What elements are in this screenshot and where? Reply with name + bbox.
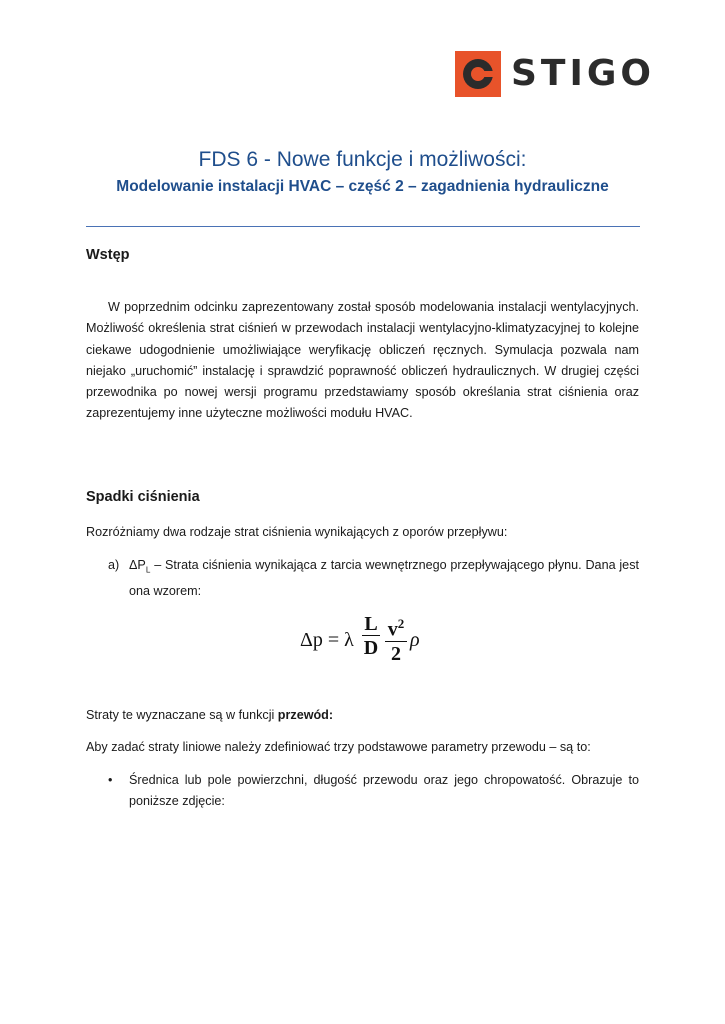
stigo-logo-mark-icon	[455, 51, 501, 97]
losses-note-bold: przewód:	[277, 708, 334, 722]
formula-l: L	[364, 613, 378, 635]
losses-note-text: Straty te wyznaczane są w funkcji	[86, 708, 278, 722]
stigo-logo-text: STIGO	[511, 53, 656, 94]
document-subtitle: Modelowanie instalacji HVAC – część 2 – zagadnienia hydrauliczne	[116, 178, 609, 195]
formula-rho: ρ	[410, 629, 420, 651]
delta-pl-symbol: ΔP	[129, 558, 146, 572]
pressure-loss-formula	[300, 610, 440, 672]
bullet-item	[86, 770, 639, 812]
bullet-marker: •	[108, 773, 113, 787]
list-item-a-description: – Strata ciśnienia wynikająca z tarcia wewnętrznego przepływającego płynu. Dana jest ona wzorem:	[129, 558, 639, 598]
bullet-item-text: Średnica lub pole powierzchni, długość przewodu oraz jego chropowatość. Obrazuje to poniższe zdjęcie:	[129, 773, 639, 808]
title-divider	[86, 226, 640, 227]
pressure-lead: Rozróżniamy dwa rodzaje strat ciśnienia wynikających z oporów przepływu:	[86, 525, 508, 539]
formula-fraction-v2-2	[385, 613, 407, 666]
define-parameters-text: Aby zadać straty liniowe należy zdefiniować trzy podstawowe parametry przewodu – są to:	[86, 740, 591, 754]
formula-fraction-l-d	[362, 613, 380, 660]
list-item-a	[86, 555, 639, 602]
stigo-logo	[455, 51, 655, 97]
list-marker-a: a)	[108, 558, 120, 572]
intro-heading: Wstęp	[86, 247, 130, 263]
intro-paragraph: W poprzednim odcinku zaprezentowany został sposób modelowania instalacji wentylacyjnych. Możliwość określenia strat ciśnień w przewodach instalacji wentylacyjno-klimatyzacyjnej to kolejne ciekawe udogodnienie umożliwiające weryfikację obliczeń ręcznych. Symulacja pozwala nam niejako „uruchomić” instalację i sprawdzić poprawność obliczeń hydraulicznych. W drugiej części przewodnika po nowej wersji programu przedstawiamy sposób określania strat ciśnienia oraz zaprezentujemy inne użyteczne możliwości modułu HVAC.	[86, 300, 639, 421]
formula-lhs: Δp = λ	[300, 629, 354, 651]
formula-v-exponent: 2	[397, 616, 405, 631]
losses-note	[86, 705, 639, 726]
formula-v: v	[387, 618, 398, 641]
document-title: FDS 6 - Nowe funkcje i możliwości:	[198, 148, 527, 171]
delta-pl-subscript: L	[145, 565, 151, 575]
formula-two: 2	[391, 642, 401, 665]
list-item-a-text	[129, 555, 639, 602]
formula-d: D	[363, 637, 379, 659]
pressure-heading: Spadki ciśnienia	[86, 489, 200, 505]
